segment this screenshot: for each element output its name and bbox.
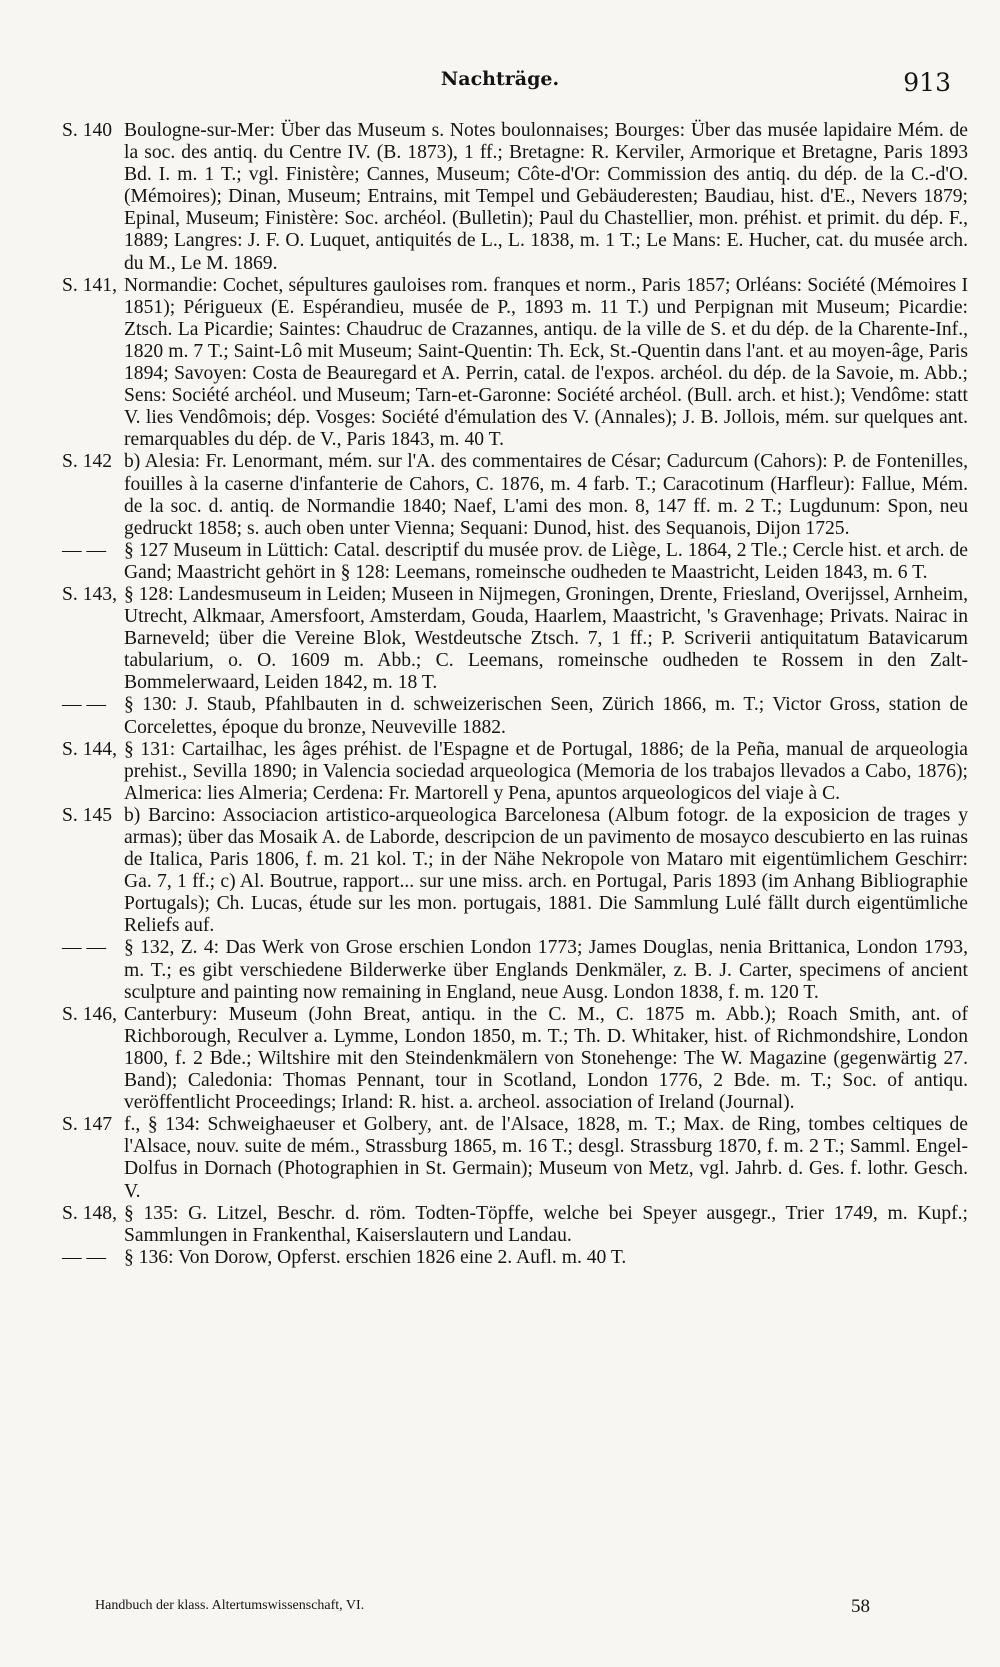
addendum-entry [62, 937, 968, 1003]
entry-text: § 127 Museum in Lüttich: Catal. descriptif du musée prov. de Liège, L. 1864, 2 Tle.; Cercle hist. et arch. de Gand; Maastricht gehört in § 128: Leemans, romeinsche oudheden te Maastricht, Leiden 1843, m. 6 T. [124, 539, 968, 583]
entry-reference: S. 141, [62, 274, 117, 296]
entry-reference: S. 142 [62, 451, 113, 473]
entry-text: Boulogne-sur-Mer: Über das Museum s. Notes boulonnaises; Bourges: Über das musée lapidaire Mém. de la soc. des antiq. du Centre IV. (B. 1873), 1 ff.; Bretagne: R. Kerviler, Armorique et Bretagne, Paris 1893 Bd. I. m. 1 T.; vgl. Finistère; Cannes, Museum; Côte-d'Or: Commission des antiq. du dép. de la C.-d'O. (Mémoires); Dinan, Museum; Entrains, mit Tempel und Gebäuderesten; Baudiau, hist. d'E., Nevers 1879; Epinal, Museum; Finistère: Soc. archéol. (Bulletin); Paul du Chastellier, mon. préhist. et primit. du dép. F., 1889; Langres: J. F. O. Luquet, antiquités de L., L. 1838, m. 1 T.; Le Mans: E. Hucher, cat. du musée arch. du M., Le M. 1869. [124, 120, 968, 274]
entry-text: Normandie: Cochet, sépultures gauloises rom. franques et norm., Paris 1857; Orléans: Société (Mémoires I 1851); Périgueux (E. Espérandieu, musée de P., 1893 m. 11 T.) und Perpignan mit Museum; Picardie: Ztsch. La Picardie; Saintes: Chaudruc de Crazannes, antiqu. de la ville de S. et du dép. de la Charente-Inf., 1820 m. 7 T.; Saint-Lô mit Museum; Saint-Quentin: Th. Eck, St.-Quentin dans l'ant. et au moyen-âge, Paris 1894; Savoyen: Costa de Beauregard et A. Perrin, catal. de l'expos. archéol. du dép. de la Savoie, m. Abb.; Sens: Société archéol. und Museum; Tarn-et-Garonne: Société archéol. (Bull. arch. et hist.); Vendôme: statt V. lies Vendômois; dép. Vosges: Société d'émulation des V. (Annales); J. B. Jollois, mém. sur quelques ant. remarquables du dép. de V., Paris 1843, m. 40 T. [124, 274, 968, 451]
page-header [0, 62, 1000, 102]
addendum-entry [62, 1203, 968, 1247]
signature-mark: 58 [851, 1596, 870, 1617]
book-title-footer: Handbuch der klass. Altertumswissenschaft, VI. [95, 1598, 365, 1613]
entry-reference: S. 146, [62, 1003, 117, 1025]
entry-text: Canterbury: Museum (John Breat, antiqu. in the C. M., C. 1875 m. Abb.); Roach Smith, ant. of Richborough, Reculver a. Lymme, London 1850, m. T.; Th. D. Whitaker, hist. of Richmondshire, London 1800, f. 2 Bde.; Wiltshire mit den Steindenkmälern von Stonehenge: The W. Magazine (gegenwärtig 27. Band); Caledonia: Thomas Pennant, tour in Scotland, London 1776, 2 Bde. m. T.; Soc. of antiqu. veröffentlicht Proceedings; Irland: R. hist. a. archeol. association of Ireland (Journal). [124, 1003, 968, 1114]
entry-text: § 132, Z. 4: Das Werk von Grose erschien London 1773; James Douglas, nenia Brittanica, London 1793, m. T.; es gibt verschiedene Bilderwerke über Englands Denkmäler, z. B. J. Carter, specimens of ancient sculpture and painting now remaining in England, neue Ausg. London 1838, f. m. 120 T. [124, 937, 968, 1003]
entry-reference: S. 148, [62, 1202, 117, 1224]
entry-reference: S. 144, [62, 738, 117, 760]
entry-text: § 128: Landesmuseum in Leiden; Museen in Nijmegen, Groningen, Drente, Friesland, Overijssel, Arnheim, Utrecht, Alkmaar, Amersfoort, Amsterdam, Gouda, Haarlem, Maastricht, 's Gravenhage; Privats. Nairac in Barneveld; über die Vereine Blok, Westdeutsche Ztsch. 7, 1 ff.; P. Scriverii antiquitatum Batavicarum tabularium, o. O. 1609 m. Abb.; C. Leemans, romeinsche oudheden te Rossem in den Zalt-Bommelerwaard, Leiden 1842, m. 18 T. [124, 583, 968, 694]
addenda-text [62, 120, 968, 1269]
entry-text: § 131: Cartailhac, les âges préhist. de l'Espagne et de Portugal, 1886; de la Peña, manual de arqueologia prehist., Sevilla 1890; in Valencia sociedad arqueologica (Memoria de los trabajos llevados a Cabo, 1876); Almerica: lies Almeria; Cerdena: Fr. Martorell y Pena, apuntos arqueologicos del viaje à C. [124, 738, 968, 804]
page-number: 913 [903, 68, 951, 97]
running-title: Nachträge. [440, 68, 560, 90]
addendum-entry [62, 694, 968, 738]
page-footer [95, 1596, 870, 1622]
entry-text: § 135: G. Litzel, Beschr. d. röm. Todten-Töpffe, welche bei Speyer ausgegr., Trier 1749, m. Kupf.; Sammlungen in Frankenthal, Kaiserslautern und Landau. [124, 1202, 968, 1246]
addendum-entry [62, 275, 968, 452]
entry-reference: S. 140 [62, 120, 113, 141]
entry-reference: — — [62, 539, 107, 561]
addendum-entry [62, 739, 968, 805]
addendum-entry [62, 584, 968, 694]
addendum-entry [62, 1004, 968, 1114]
addendum-entry [62, 451, 968, 539]
addendum-entry [62, 540, 968, 584]
entry-text: § 136: Von Dorow, Opferst. erschien 1826 eine 2. Aufl. m. 40 T. [124, 1246, 627, 1268]
entry-reference: S. 145 [62, 804, 113, 826]
entry-text: f., § 134: Schweighaeuser et Golbery, ant. de l'Alsace, 1828, m. T.; Max. de Ring, tombes celtiques de l'Alsace, nouv. suite de mém., Strassburg 1865, m. 16 T.; desgl. Strassburg 1870, f. m. 2 T.; Samml. Engel-Dolfus in Dornach (Photographien in St. Germain); Museum von Metz, vgl. Jahrb. d. Ges. f. lothr. Gesch. V. [124, 1114, 968, 1202]
entry-reference: S. 147 [62, 1114, 113, 1136]
addendum-entry [62, 1247, 968, 1269]
addendum-entry [62, 120, 968, 275]
entry-reference: — — [62, 694, 107, 716]
entry-text: b) Barcino: Associacion artistico-arqueologica Barcelonesa (Album fotogr. de la exposicion de trages y armas); über das Mosaik A. de Laborde, descripcion de un pavimento de mosayco descubierto en las ruinas de Italica, Paris 1806, f. m. 21 kol. T.; in der Nähe Nekropole von Mataro mit eigentümlichem Geschirr: Ga. 7, 1 ff.; c) Al. Boutrue, rapport... sur une miss. arch. en Portugal, Paris 1893 (im Anhang Bibliographie Portugals); Ch. Lucas, étude sur les mon. portugais, 1881. Die Sammlung Lulé fällt durch eigentümliche Reliefs auf. [124, 804, 968, 937]
entry-text: b) Alesia: Fr. Lenormant, mém. sur l'A. des commentaires de César; Cadurcum (Cahors): P. de Fontenilles, fouilles à la caserne d'infanterie de Cahors, C. 1876, m. 4 farb. T.; Caracotinum (Harfleur): Fallue, Mém. de la soc. d. antiq. de Normandie 1840; Naef, L'ami des mon. 8, 147 ff. m. 2 T.; Lugdunum: Spon, neu gedruckt 1858; s. auch oben unter Vienna; Sequani: Dunod, hist. des Sequanois, Dijon 1725. [124, 451, 968, 539]
addendum-entry [62, 1114, 968, 1202]
entry-text: § 130: J. Staub, Pfahlbauten in d. schweizerischen Seen, Zürich 1866, m. T.; Victor Gross, station de Corcelettes, époque du bronze, Neuveville 1882. [124, 694, 968, 738]
entry-reference: S. 143, [62, 583, 117, 605]
addendum-entry [62, 805, 968, 938]
entry-reference: — — [62, 1246, 107, 1268]
entry-reference: — — [62, 937, 107, 959]
